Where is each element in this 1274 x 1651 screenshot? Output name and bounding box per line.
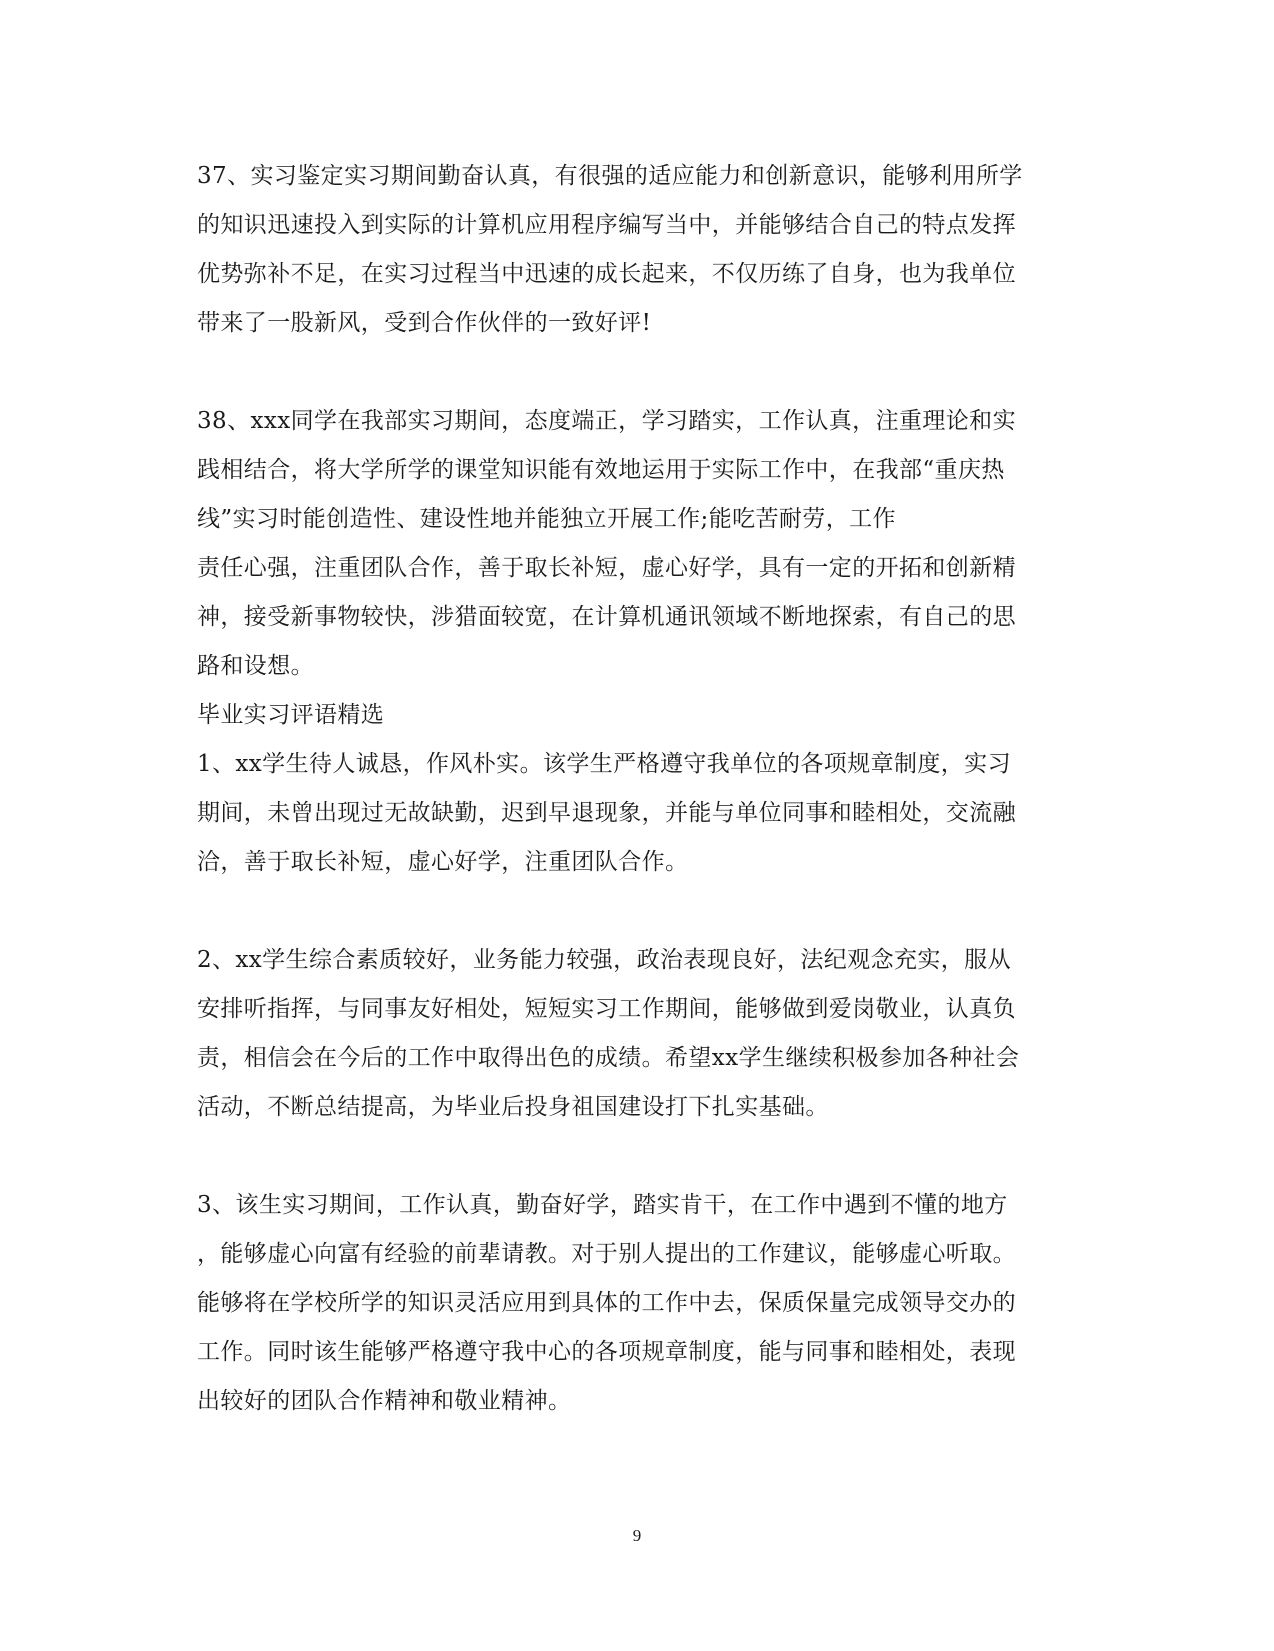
text-line: 的知识迅速投入到实际的计算机应用程序编写当中，并能够结合自己的特点发挥	[197, 212, 1016, 238]
paragraph-spacer	[197, 1132, 1077, 1181]
text-line: 工作。同时该生能够严格遵守我中心的各项规章制度，能与同事和睦相处，表现	[197, 1339, 1016, 1365]
text-line: 践相结合，将大学所学的课堂知识能有效地运用于实际工作中，在我部“重庆热	[197, 457, 1005, 483]
text-line: 路和设想。	[197, 653, 314, 679]
text-line: 责任心强，注重团队合作，善于取长补短，虚心好学，具有一定的开拓和创新精	[197, 555, 1016, 581]
text-line: 出较好的团队合作精神和敬业精神。	[197, 1388, 572, 1414]
text-line: 2、xx学生综合素质较好，业务能力较强，政治表现良好，法纪观念充实，服从	[197, 947, 1011, 973]
paragraph-spacer	[197, 887, 1077, 936]
text-line: 洽，善于取长补短，虚心好学，注重团队合作。	[197, 849, 689, 875]
text-line: 安排听指挥，与同事友好相处，短短实习工作期间，能够做到爱岗敬业，认真负	[197, 996, 1016, 1022]
text-line: 神，接受新事物较快，涉猎面较宽，在计算机通讯领域不断地探索，有自己的思	[197, 604, 1016, 630]
paragraph-1	[197, 740, 1077, 887]
paragraph-38	[197, 397, 1077, 691]
page-number: 9	[632, 1526, 642, 1545]
text-line: 带来了一股新风，受到合作伙伴的一致好评!	[197, 310, 652, 336]
text-line: ，能够虚心向富有经验的前辈请教。对于别人提出的工作建议，能够虚心听取。	[197, 1241, 1016, 1267]
section-heading	[197, 691, 1077, 740]
text-line: 责，相信会在今后的工作中取得出色的成绩。希望xx学生继续积极参加各种社会	[197, 1045, 1020, 1071]
text-line: 1、xx学生待人诚恳，作风朴实。该学生严格遵守我单位的各项规章制度，实习	[197, 751, 1011, 777]
text-line: 优势弥补不足，在实习过程当中迅速的成长起来，不仅历练了自身，也为我单位	[197, 261, 1016, 287]
text-line: 37、实习鉴定实习期间勤奋认真，有很强的适应能力和创新意识，能够利用所学	[197, 163, 1023, 189]
paragraph-2	[197, 936, 1077, 1132]
paragraph-37	[197, 152, 1077, 348]
text-line: 期间，未曾出现过无故缺勤，迟到早退现象，并能与单位同事和睦相处，交流融	[197, 800, 1016, 826]
text-line: 3、该生实习期间，工作认真，勤奋好学，踏实肯干，在工作中遇到不懂的地方	[197, 1192, 1008, 1218]
heading-text: 毕业实习评语精选	[197, 702, 385, 728]
text-line: 线”实习时能创造性、建设性地并能独立开展工作;能吃苦耐劳，工作	[197, 506, 896, 532]
paragraph-3	[197, 1181, 1077, 1426]
text-line: 活动，不断总结提高，为毕业后投身祖国建设打下扎实基础。	[197, 1094, 829, 1120]
paragraph-spacer	[197, 348, 1077, 397]
text-line: 能够将在学校所学的知识灵活应用到具体的工作中去，保质保量完成领导交办的	[197, 1290, 1016, 1316]
text-line: 38、xxx同学在我部实习期间，态度端正，学习踏实，工作认真，注重理论和实	[197, 408, 1016, 434]
document-body	[197, 152, 1077, 1426]
